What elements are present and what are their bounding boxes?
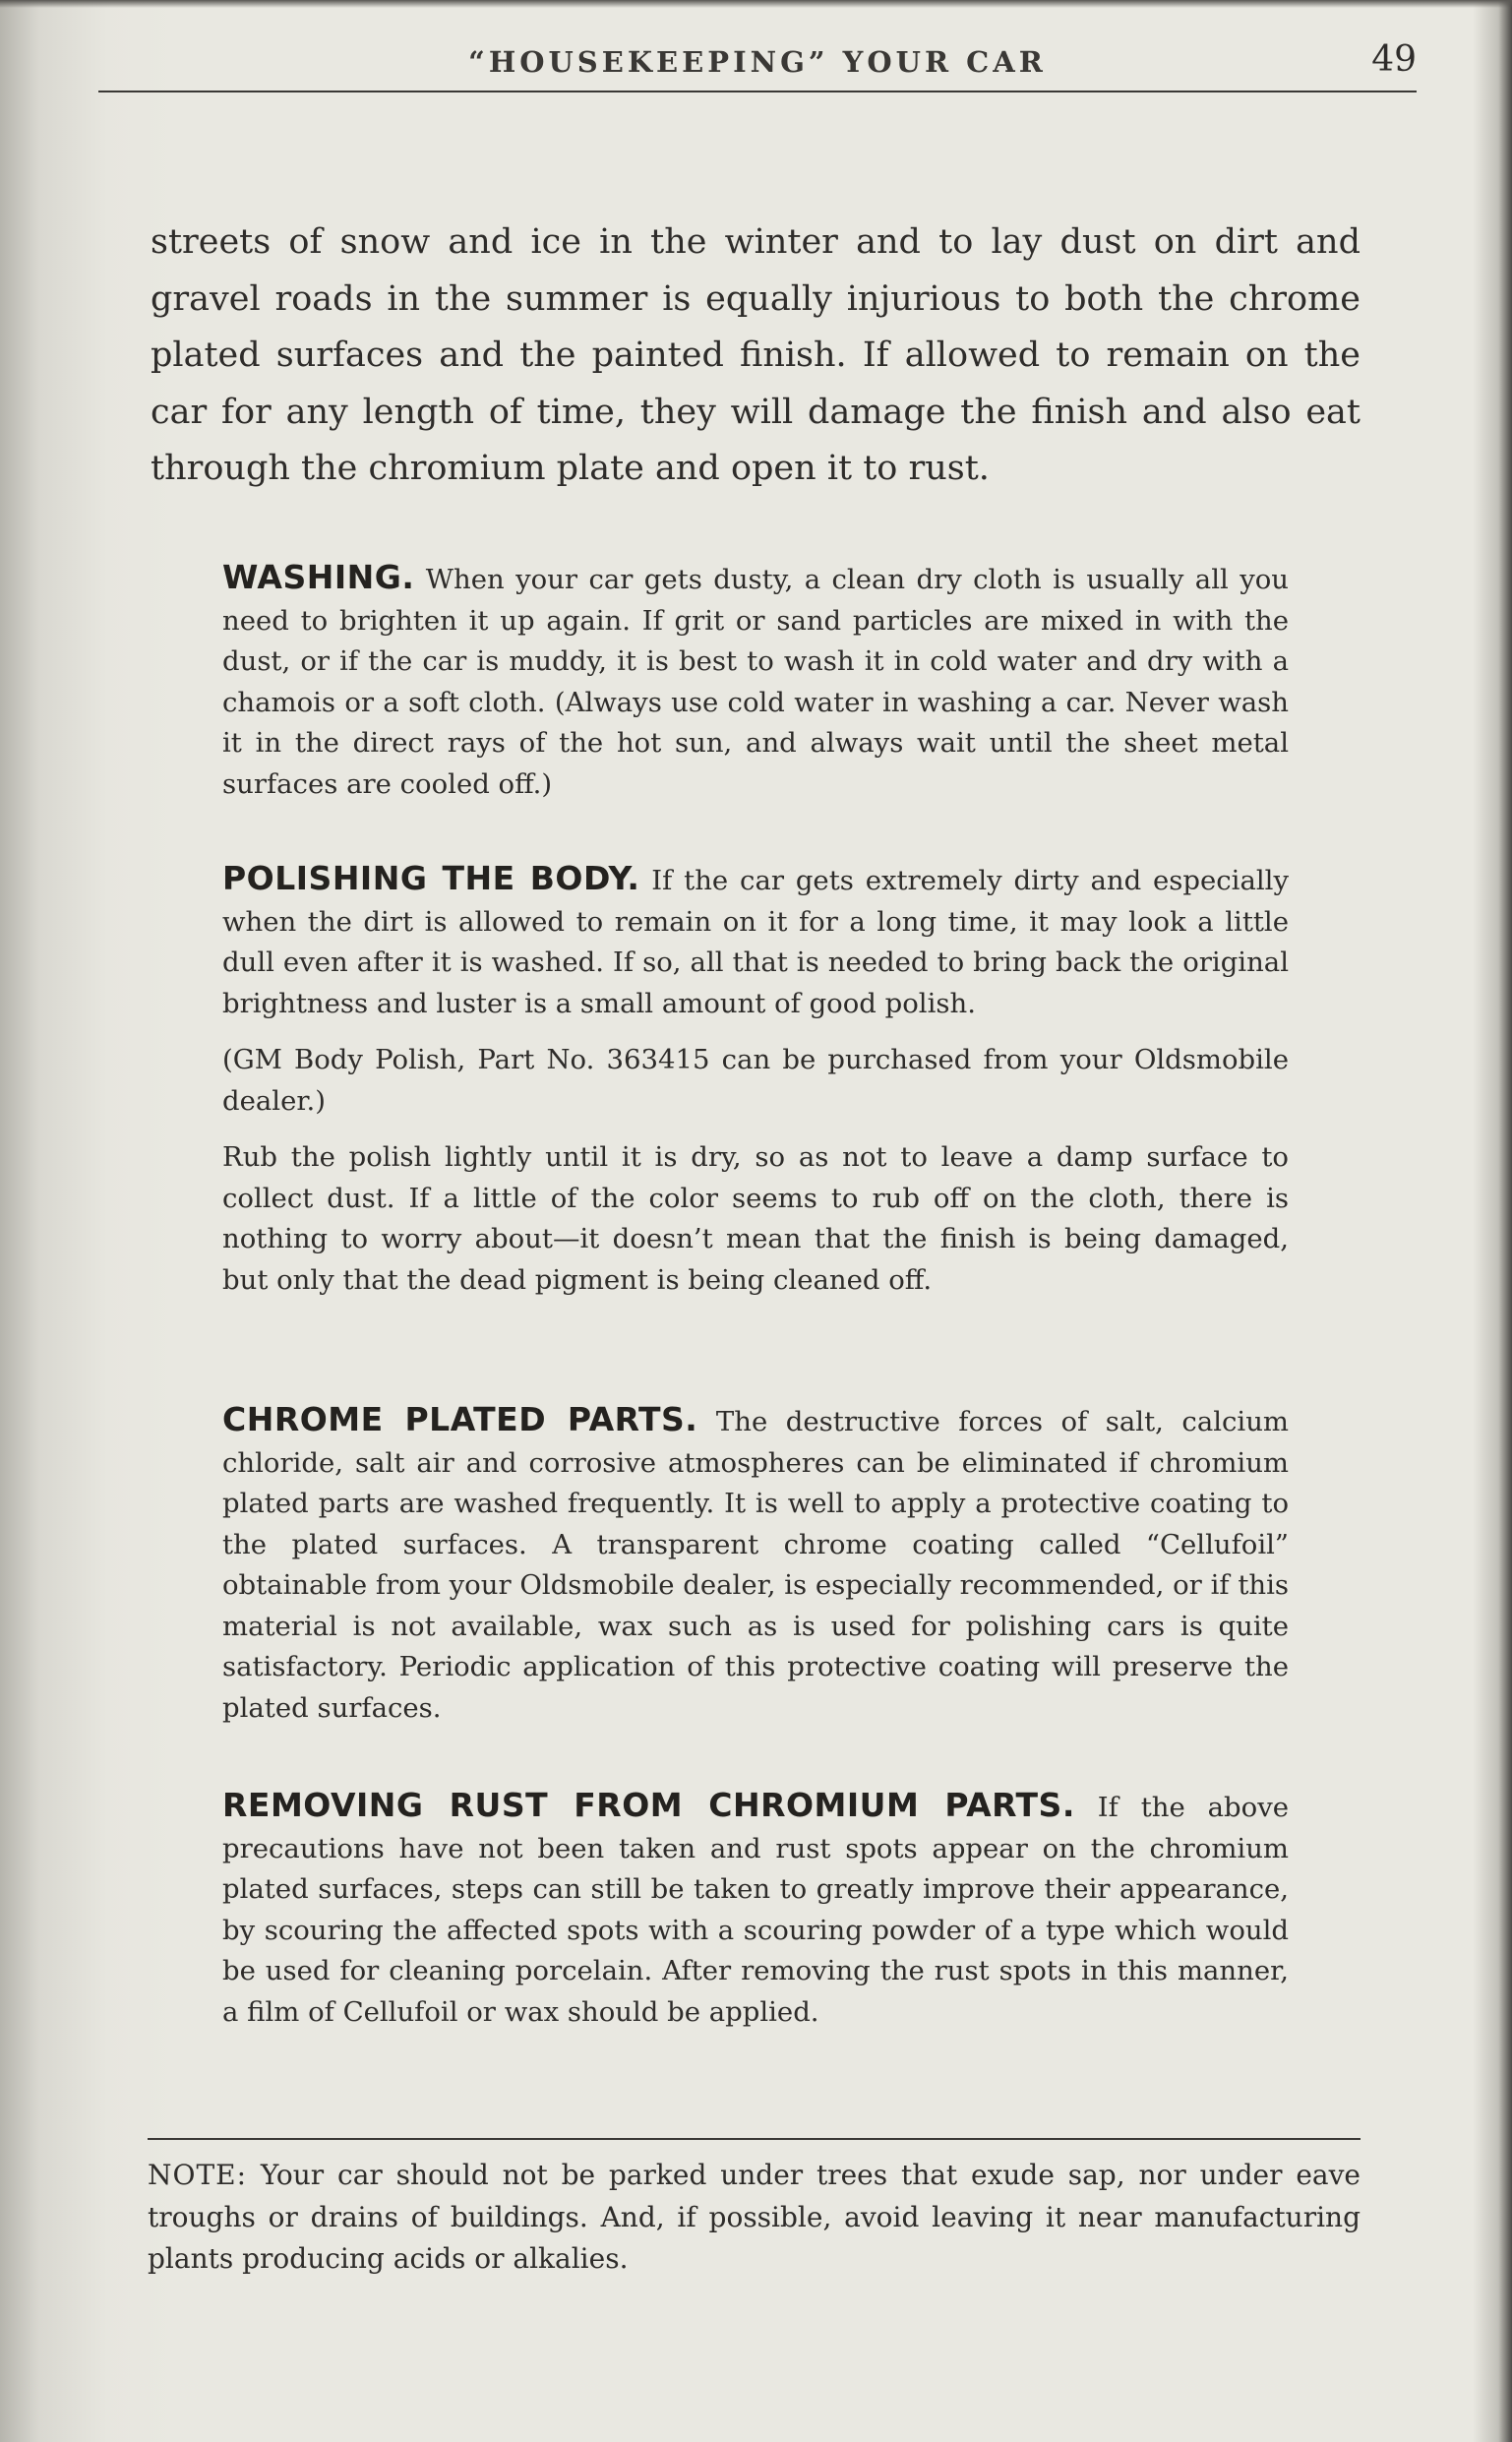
rust-paragraph: [222, 1785, 1289, 2033]
running-title: “HOUSEKEEPING” YOUR CAR: [468, 45, 1047, 79]
section-removing-rust: [222, 1785, 1289, 2033]
polishing-heading: POLISHING THE BODY.: [222, 859, 640, 897]
polishing-paragraph: [222, 858, 1289, 1024]
chrome-paragraph: [222, 1399, 1289, 1729]
page-number: 49: [1371, 39, 1417, 80]
washing-body: When your car gets dusty, a clean dry cloth is usually all you need to brighten it up again. If grit or sand particles are mixed in with the dust, or if the car is muddy, it is best to wash it in cold water and dry with a chamois or a soft cloth. (Always use cold water in washing a car. Never wash it in the direct rays of the hot sun, and always wait until the sheet metal surfaces are cooled off.): [222, 564, 1289, 800]
polishing-paragraph-2: (GM Body Polish, Part No. 363415 can be purchased from your Oldsmobile dealer.): [222, 1044, 1289, 1117]
intro-paragraph: streets of snow and ice in the winter and to lay dust on dirt and gravel roads in the summer is equally injurious to both the chrome plated surfaces and the painted finish. If allowed to remain on the car for any length of time, they will damage the finish and also eat through the chromium plate and open it to rust.: [151, 222, 1361, 488]
rust-heading: REMOVING RUST FROM CHROMIUM PARTS.: [222, 1786, 1075, 1824]
note-label: NOTE:: [148, 2159, 248, 2191]
note-text: Your car should not be parked under trees that exude sap, nor under eave troughs or drains of buildings. And, if possible, avoid leaving it near manufacturing plants producing acids or alkalies.: [148, 2159, 1361, 2275]
polishing-paragraph-3: Rub the polish lightly until it is dry, so as not to leave a damp surface to collect dust. If a little of the color seems to rub off on the cloth, there is nothing to worry about—it doesn’t mean that the finish is being damaged, but only that the dead pigment is being cleaned off.: [222, 1141, 1289, 1296]
note-paragraph: [148, 2155, 1361, 2281]
section-chrome-plated-parts: [222, 1399, 1289, 1729]
rust-body: If the above precautions have not been taken and rust spots appear on the chromium plated surfaces, steps can still be taken to greatly improve their appearance, by scouring the affected spots with a scouring powder of a type which would be used for cleaning porcelain. After removing the rust spots in this manner, a film of Cellufoil or wax should be applied.: [222, 1792, 1289, 2028]
section-polishing: [222, 858, 1289, 1301]
chrome-body: The destructive forces of salt, calcium chloride, salt air and corrosive atmospheres can be eliminated if chromium plated parts are washed frequently. It is well to apply a protective coating to the plated surfaces. A transparent chrome coating called “Cellufoil” obtainable from your Oldsmobile dealer, is especially recommended, or if this material is not available, wax such as is used for polishing cars is quite satisfactory. Periodic application of this protective coating will preserve the plated surfaces.: [222, 1406, 1290, 1724]
page-top-edge-shadow: [0, 0, 1512, 8]
washing-heading: WASHING.: [222, 558, 415, 596]
note-rule: [148, 2138, 1361, 2140]
section-washing: [222, 557, 1289, 805]
running-head: [98, 39, 1417, 89]
chrome-heading: CHROME PLATED PARTS.: [222, 1400, 698, 1438]
polishing-body: If the car gets extremely dirty and especially when the dirt is allowed to remain on it for a long time, it may look a little dull even after it is washed. If so, all that is needed to bring back the original brightness and luster is a small amount of good polish.: [222, 865, 1289, 1019]
header-rule: [98, 91, 1417, 92]
washing-paragraph: [222, 557, 1289, 805]
